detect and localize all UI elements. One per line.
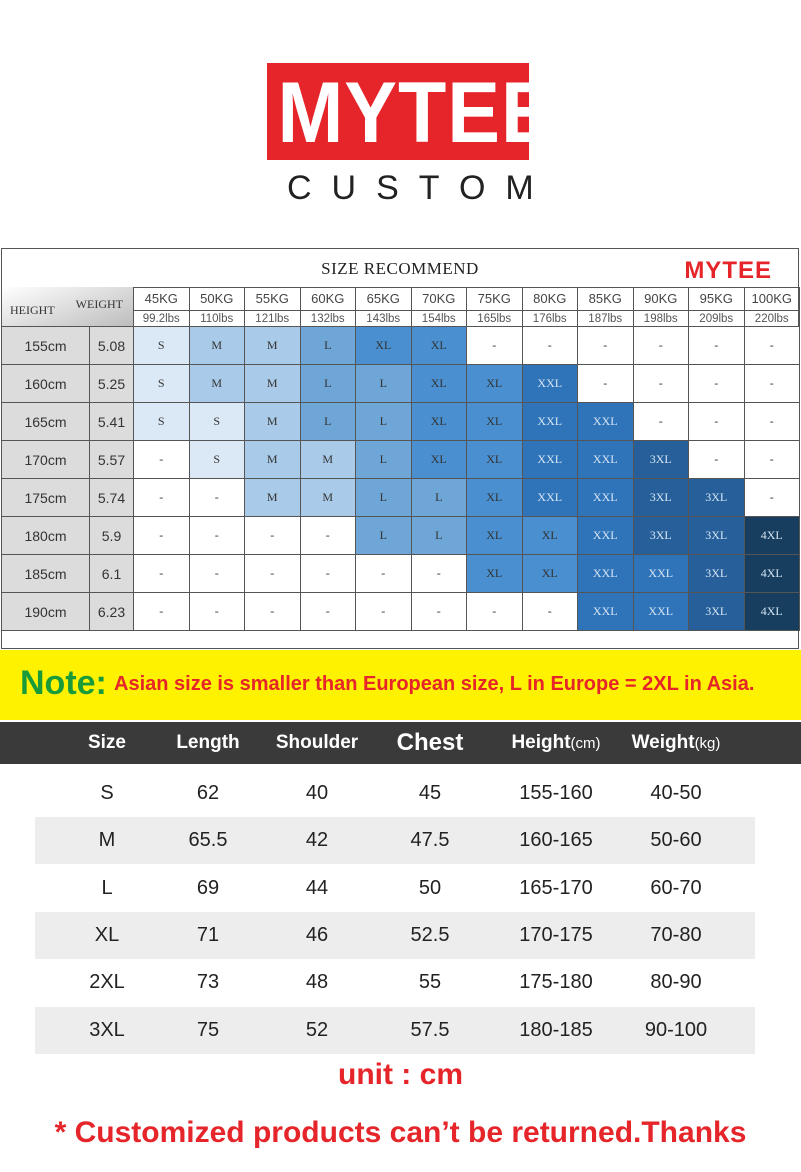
size-cell: - xyxy=(689,441,745,479)
weight-kg-header: 50KG xyxy=(190,287,246,311)
size-cell: - xyxy=(134,593,190,631)
brand-logo xyxy=(267,63,555,161)
measurement-header-label: Weight xyxy=(631,732,695,753)
size-recommend-title: SIZE RECOMMEND xyxy=(321,259,479,278)
measurement-header-cell xyxy=(153,722,263,764)
measurement-header-label: Shoulder xyxy=(275,732,359,753)
measurement-cell: 160-165 xyxy=(519,829,593,852)
height-ft-label: 6.1 xyxy=(90,555,134,593)
measurement-row xyxy=(35,1007,755,1054)
size-cell: M xyxy=(190,365,246,403)
height-ft-label: 5.25 xyxy=(90,365,134,403)
note-banner xyxy=(0,650,801,720)
measurement-cell: 50 xyxy=(418,876,442,899)
size-cell: - xyxy=(301,517,357,555)
measurement-cell: S xyxy=(100,782,114,804)
size-cell: XXL xyxy=(578,479,634,517)
size-cell: - xyxy=(190,479,246,517)
size-recommend-chart xyxy=(1,248,799,649)
measurement-cell: 40 xyxy=(305,782,329,804)
measurement-header-label: Chest xyxy=(396,729,464,756)
measurement-cell: 3XL xyxy=(89,1018,125,1041)
size-cell: XXL xyxy=(578,403,634,441)
weight-lbs-header: 143lbs xyxy=(356,311,412,327)
size-cell: - xyxy=(634,403,690,441)
size-cell: L xyxy=(412,479,468,517)
size-cell: - xyxy=(245,593,301,631)
measurement-cell: 71 xyxy=(196,923,220,946)
size-cell: S xyxy=(190,441,246,479)
height-cm-label: 185cm xyxy=(2,555,90,593)
size-cell: - xyxy=(134,555,190,593)
size-cell: M xyxy=(245,327,301,365)
size-cell: - xyxy=(245,555,301,593)
measurement-cell: 46 xyxy=(305,923,329,946)
measurement-header-label: Height xyxy=(511,732,571,753)
measurement-table-header xyxy=(0,722,801,764)
size-cell: - xyxy=(745,441,801,479)
unit-note: unit : cm xyxy=(338,1058,463,1091)
measurement-header-label: Length xyxy=(176,732,240,753)
height-cm-label: 160cm xyxy=(2,365,90,403)
size-cell: - xyxy=(523,327,579,365)
height-cm-label: 175cm xyxy=(2,479,90,517)
size-cell: M xyxy=(245,403,301,441)
measurement-cell: 60-70 xyxy=(650,876,702,899)
logo-brand-text: MYTEE xyxy=(277,65,555,161)
size-cell: S xyxy=(134,327,190,365)
size-cell: XL xyxy=(523,517,579,555)
note-label: Note: xyxy=(20,664,107,702)
size-cell: M xyxy=(245,441,301,479)
size-cell: - xyxy=(689,403,745,441)
size-cell: XXL xyxy=(578,441,634,479)
measurement-cell: 65.5 xyxy=(188,829,228,852)
measurement-cell: 57.5 xyxy=(410,1018,450,1041)
weight-lbs-header: 121lbs xyxy=(245,311,301,327)
measurement-cell: 155-160 xyxy=(519,782,593,804)
size-recommend-brand: MYTEE xyxy=(684,257,772,284)
weight-kg-header: 95KG xyxy=(689,287,745,311)
measurement-cell: XL xyxy=(94,923,120,946)
measurement-cell: 90-100 xyxy=(644,1018,708,1041)
size-cell: - xyxy=(745,365,801,403)
measurement-header-cell xyxy=(375,722,485,764)
size-cell: M xyxy=(245,365,301,403)
size-cell: - xyxy=(301,593,357,631)
weight-height-corner xyxy=(2,287,134,327)
size-cell: - xyxy=(745,327,801,365)
size-cell: L xyxy=(301,327,357,365)
weight-lbs-header: 198lbs xyxy=(634,311,690,327)
size-cell: - xyxy=(412,593,468,631)
size-cell: - xyxy=(578,327,634,365)
size-cell: 3XL xyxy=(689,555,745,593)
weight-kg-header: 65KG xyxy=(356,287,412,311)
measurement-cell: 165-170 xyxy=(519,876,593,899)
size-cell: XXL xyxy=(634,555,690,593)
size-cell: - xyxy=(134,517,190,555)
weight-lbs-header: 165lbs xyxy=(467,311,523,327)
height-cm-label: 155cm xyxy=(2,327,90,365)
measurement-cell: 80-90 xyxy=(650,971,702,994)
measurement-cell: 50-60 xyxy=(650,829,702,852)
size-cell: - xyxy=(190,593,246,631)
size-cell: XL xyxy=(412,403,468,441)
measurement-header-cell xyxy=(611,722,741,764)
size-cell: - xyxy=(356,593,412,631)
corner-weight-label: WEIGHT xyxy=(75,297,123,311)
measurement-cell: 75 xyxy=(196,1018,220,1041)
size-cell: - xyxy=(134,479,190,517)
height-ft-label: 5.57 xyxy=(90,441,134,479)
measurement-cell: L xyxy=(101,876,113,899)
note-text: Asian size is smaller than European size, L in Europe = 2XL in Asia. xyxy=(114,673,755,695)
size-cell: 3XL xyxy=(634,441,690,479)
size-cell: M xyxy=(301,479,357,517)
size-cell: 4XL xyxy=(745,593,801,631)
size-cell: XL xyxy=(412,327,468,365)
weight-lbs-header: 132lbs xyxy=(301,311,357,327)
logo-subtitle: CUSTOM xyxy=(287,169,554,207)
size-cell: - xyxy=(190,517,246,555)
measurement-header-cell xyxy=(257,722,377,764)
size-cell: - xyxy=(634,365,690,403)
measurement-cell: 44 xyxy=(305,876,329,899)
height-ft-label: 5.41 xyxy=(90,403,134,441)
measurement-cell: 175-180 xyxy=(519,971,593,994)
weight-kg-header: 70KG xyxy=(412,287,468,311)
size-cell: M xyxy=(245,479,301,517)
measurement-cell: 2XL xyxy=(89,971,125,994)
size-cell: XXL xyxy=(578,593,634,631)
size-cell: XL xyxy=(412,365,468,403)
size-cell: L xyxy=(356,441,412,479)
measurement-header-label: Size xyxy=(87,732,127,753)
measurement-cell: 48 xyxy=(305,971,329,994)
height-ft-label: 5.74 xyxy=(90,479,134,517)
measurement-cell: 62 xyxy=(196,782,220,804)
weight-lbs-header: 176lbs xyxy=(523,311,579,327)
size-cell: XXL xyxy=(523,441,579,479)
size-cell: 4XL xyxy=(745,517,801,555)
weight-lbs-header: 99.2lbs xyxy=(134,311,190,327)
size-cell: - xyxy=(467,327,523,365)
height-ft-label: 6.23 xyxy=(90,593,134,631)
weight-kg-header: 60KG xyxy=(301,287,357,311)
measurement-cell: 47.5 xyxy=(410,829,450,852)
size-cell: L xyxy=(412,517,468,555)
weight-lbs-header: 110lbs xyxy=(190,311,246,327)
measurement-row xyxy=(35,865,755,912)
size-cell: - xyxy=(745,479,801,517)
size-cell: S xyxy=(190,403,246,441)
measurement-cell: 55 xyxy=(418,971,442,994)
size-cell: - xyxy=(578,365,634,403)
measurement-header-unit: (cm) xyxy=(570,734,601,752)
size-cell: - xyxy=(689,365,745,403)
measurement-cell: 40-50 xyxy=(650,782,702,804)
size-cell: 3XL xyxy=(634,479,690,517)
size-cell: XL xyxy=(467,517,523,555)
measurement-cell: 42 xyxy=(305,829,329,852)
weight-lbs-header: 187lbs xyxy=(578,311,634,327)
weight-kg-header: 55KG xyxy=(245,287,301,311)
size-cell: 3XL xyxy=(634,517,690,555)
measurement-cell: 180-185 xyxy=(519,1018,593,1041)
size-cell: XL xyxy=(412,441,468,479)
size-cell: L xyxy=(356,479,412,517)
size-cell: L xyxy=(356,403,412,441)
weight-kg-header: 75KG xyxy=(467,287,523,311)
size-cell: - xyxy=(689,327,745,365)
measurement-cell: 170-175 xyxy=(519,923,593,946)
measurement-row xyxy=(35,770,755,817)
size-cell: XL xyxy=(467,403,523,441)
measurement-cell: 45 xyxy=(418,782,442,804)
measurement-header-unit: (kg) xyxy=(694,734,721,752)
measurement-cell: 52 xyxy=(305,1018,329,1041)
size-cell: 4XL xyxy=(745,555,801,593)
size-cell: - xyxy=(745,403,801,441)
measurement-header-cell xyxy=(52,722,162,764)
measurement-cell: M xyxy=(98,829,116,852)
size-cell: XL xyxy=(356,327,412,365)
size-cell: XXL xyxy=(523,365,579,403)
return-policy-note: * Customized products can’t be returned.Thanks xyxy=(54,1116,747,1149)
measurement-cell: 70-80 xyxy=(650,923,702,946)
size-cell: XL xyxy=(467,479,523,517)
height-cm-label: 170cm xyxy=(2,441,90,479)
size-cell: XL xyxy=(523,555,579,593)
size-cell: XXL xyxy=(523,403,579,441)
size-cell: L xyxy=(356,517,412,555)
corner-height-label: HEIGHT xyxy=(10,303,55,317)
measurement-cell: 52.5 xyxy=(410,923,450,946)
size-cell: - xyxy=(301,555,357,593)
measurement-row xyxy=(35,912,755,959)
measurement-header-cell xyxy=(486,722,626,764)
weight-kg-header: 85KG xyxy=(578,287,634,311)
weight-kg-header: 100KG xyxy=(745,287,801,311)
measurement-cell: 69 xyxy=(196,876,220,899)
height-cm-label: 180cm xyxy=(2,517,90,555)
size-cell: 3XL xyxy=(689,593,745,631)
weight-lbs-header: 154lbs xyxy=(412,311,468,327)
size-cell: - xyxy=(523,593,579,631)
size-cell: XXL xyxy=(634,593,690,631)
weight-lbs-header: 209lbs xyxy=(689,311,745,327)
weight-kg-header: 80KG xyxy=(523,287,579,311)
size-cell: XL xyxy=(467,365,523,403)
size-cell: - xyxy=(356,555,412,593)
size-cell: 3XL xyxy=(689,479,745,517)
size-cell: - xyxy=(467,593,523,631)
weight-kg-header: 90KG xyxy=(634,287,690,311)
measurement-row xyxy=(35,817,755,864)
size-cell: - xyxy=(412,555,468,593)
size-cell: M xyxy=(190,327,246,365)
weight-lbs-header: 220lbs xyxy=(745,311,801,327)
size-cell: L xyxy=(356,365,412,403)
size-cell: L xyxy=(301,403,357,441)
measurement-row xyxy=(35,959,755,1006)
size-cell: XXL xyxy=(578,517,634,555)
height-cm-label: 190cm xyxy=(2,593,90,631)
size-cell: S xyxy=(134,403,190,441)
size-cell: XL xyxy=(467,441,523,479)
height-ft-label: 5.9 xyxy=(90,517,134,555)
height-cm-label: 165cm xyxy=(2,403,90,441)
size-cell: XL xyxy=(467,555,523,593)
size-cell: - xyxy=(190,555,246,593)
size-cell: - xyxy=(634,327,690,365)
height-ft-label: 5.08 xyxy=(90,327,134,365)
size-cell: - xyxy=(245,517,301,555)
size-cell: M xyxy=(301,441,357,479)
size-cell: 3XL xyxy=(689,517,745,555)
size-cell: L xyxy=(301,365,357,403)
weight-kg-header: 45KG xyxy=(134,287,190,311)
measurement-cell: 73 xyxy=(196,971,220,994)
size-recommend-header xyxy=(2,249,798,288)
size-cell: XXL xyxy=(523,479,579,517)
size-cell: - xyxy=(134,441,190,479)
size-cell: S xyxy=(134,365,190,403)
size-cell: XXL xyxy=(578,555,634,593)
